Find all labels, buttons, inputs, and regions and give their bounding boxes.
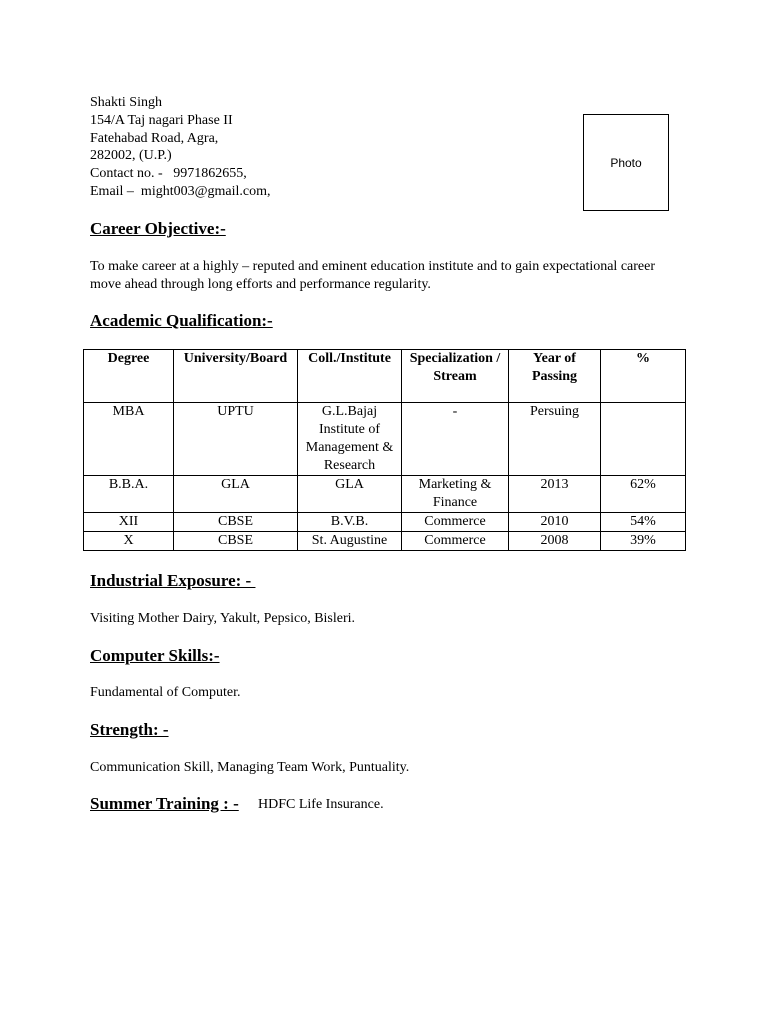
table-cell: Marketing & Finance (402, 476, 509, 513)
table-cell: Persuing (509, 403, 601, 476)
column-header: Year of Passing (509, 350, 601, 403)
industrial-exposure-heading: Industrial Exposure: - (90, 571, 256, 590)
academic-heading: Academic Qualification:- (90, 311, 273, 330)
table-row (84, 532, 686, 551)
table-cell: B.B.A. (84, 476, 174, 513)
academic-table (83, 349, 686, 551)
column-header: Degree (84, 350, 174, 403)
table-cell: 39% (601, 532, 686, 551)
career-objective-text: To make career at a highly – reputed and eminent education institute and to gain expectational career move ahead through long efforts and performance regularity. (90, 259, 656, 292)
table-cell: MBA (84, 403, 174, 476)
table-row (84, 513, 686, 532)
photo-label: Photo (610, 155, 642, 170)
table-cell: St. Augustine (298, 532, 402, 551)
column-header: Specialization / Stream (402, 350, 509, 403)
industrial-exposure-text: Visiting Mother Dairy, Yakult, Pepsico, Bisleri. (90, 611, 356, 626)
table-row (84, 403, 686, 476)
table-cell: 54% (601, 513, 686, 532)
table-row (84, 476, 686, 513)
candidate-name: Shakti Singh (90, 95, 162, 110)
table-cell (601, 403, 686, 476)
email: Email – might003@gmail.com, (90, 183, 271, 199)
address-line: 282002, (U.P.) (90, 148, 172, 164)
column-header: % (601, 350, 686, 403)
computer-skills-text: Fundamental of Computer. (90, 685, 241, 700)
computer-skills-heading: Computer Skills:- (90, 646, 220, 665)
photo-placeholder (583, 114, 669, 211)
table-cell: - (402, 403, 509, 476)
table-cell: 2010 (509, 513, 601, 532)
table-cell: UPTU (174, 403, 298, 476)
table-cell: B.V.B. (298, 513, 402, 532)
table-header-row (84, 350, 686, 403)
table-cell: CBSE (174, 513, 298, 532)
strength-text: Communication Skill, Managing Team Work, Puntuality. (90, 760, 410, 775)
table-cell: GLA (174, 476, 298, 513)
contact-block (90, 94, 270, 201)
career-objective-heading: Career Objective:- (90, 219, 226, 238)
table-cell: 2013 (509, 476, 601, 513)
column-header: Coll./Institute (298, 350, 402, 403)
table-cell: Commerce (402, 532, 509, 551)
table-cell: GLA (298, 476, 402, 513)
strength-heading: Strength: - (90, 720, 169, 739)
summer-training-text: HDFC Life Insurance. (258, 797, 384, 812)
summer-training-heading: Summer Training : - (90, 794, 239, 813)
column-header: University/Board (174, 350, 298, 403)
table-cell: XII (84, 513, 174, 532)
table-cell: X (84, 532, 174, 551)
contact-number: Contact no. - 9971862655, (90, 166, 247, 182)
address-line: 154/A Taj nagari Phase II (90, 112, 233, 128)
table-cell: 2008 (509, 532, 601, 551)
table-cell: G.L.Bajaj Institute of Management & Research (298, 403, 402, 476)
table-cell: 62% (601, 476, 686, 513)
address-line: Fatehabad Road, Agra, (90, 130, 219, 146)
table-cell: Commerce (402, 513, 509, 532)
table-cell: CBSE (174, 532, 298, 551)
